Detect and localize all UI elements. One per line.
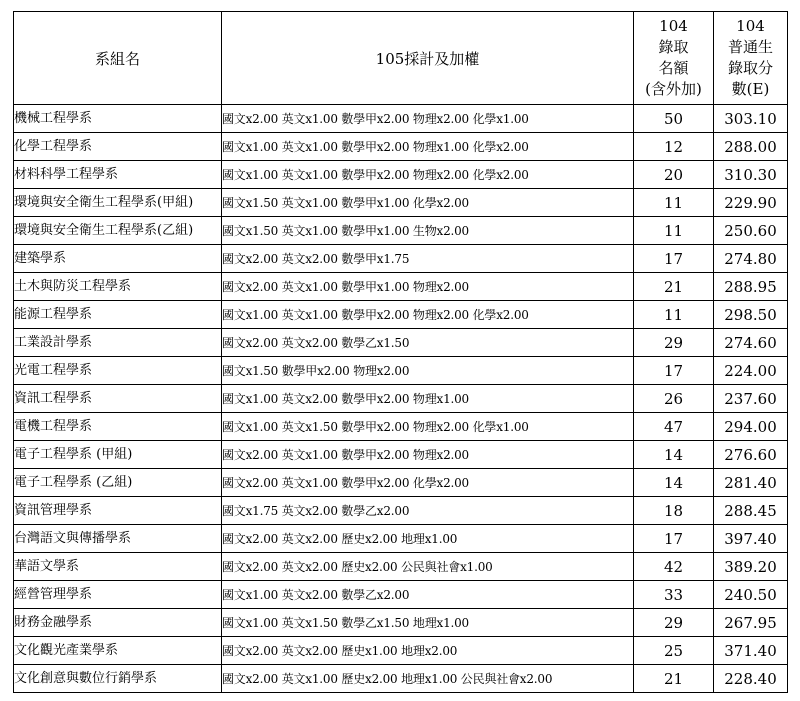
quota-value: 25 [634, 637, 714, 665]
table-row [14, 609, 788, 637]
weighting-formula: 國文x1.00 英文x1.00 數學甲x2.00 物理x2.00 化學x2.00 [222, 161, 634, 189]
header-formula: 105採計及加權 [222, 12, 634, 105]
department-name: 能源工程學系 [14, 301, 222, 329]
department-name: 文化觀光產業學系 [14, 637, 222, 665]
weighting-formula: 國文x2.00 英文x2.00 數學乙x1.50 [222, 329, 634, 357]
quota-value: 42 [634, 553, 714, 581]
weighting-formula: 國文x1.00 英文x2.00 數學甲x2.00 物理x1.00 [222, 385, 634, 413]
score-value: 397.40 [714, 525, 788, 553]
quota-value: 12 [634, 133, 714, 161]
table-row [14, 525, 788, 553]
quota-value: 29 [634, 329, 714, 357]
weighting-formula: 國文x1.00 英文x1.00 數學甲x2.00 物理x2.00 化學x2.00 [222, 301, 634, 329]
table-row [14, 357, 788, 385]
department-name: 工業設計學系 [14, 329, 222, 357]
weighting-formula: 國文x2.00 英文x1.00 數學甲x2.00 物理x2.00 [222, 441, 634, 469]
quota-value: 50 [634, 105, 714, 133]
quota-value: 18 [634, 497, 714, 525]
weighting-formula: 國文x2.00 英文x1.00 歷史x2.00 地理x1.00 公民與社會x2.00 [222, 665, 634, 693]
department-name: 台灣語文與傳播學系 [14, 525, 222, 553]
weighting-formula: 國文x1.75 英文x2.00 數學乙x2.00 [222, 497, 634, 525]
score-value: 229.90 [714, 189, 788, 217]
header-row [14, 12, 788, 105]
score-value: 288.00 [714, 133, 788, 161]
score-value: 274.80 [714, 245, 788, 273]
weighting-formula: 國文x2.00 英文x2.00 歷史x2.00 地理x1.00 [222, 525, 634, 553]
department-name: 機械工程學系 [14, 105, 222, 133]
weighting-formula: 國文x1.00 英文x1.50 數學乙x1.50 地理x1.00 [222, 609, 634, 637]
table-row [14, 105, 788, 133]
department-name: 材料科學工程學系 [14, 161, 222, 189]
table-body [14, 105, 788, 693]
weighting-formula: 國文x2.00 英文x2.00 數學甲x1.75 [222, 245, 634, 273]
department-name: 建築學系 [14, 245, 222, 273]
header-quota-line: 104 [659, 17, 688, 35]
score-value: 228.40 [714, 665, 788, 693]
table-row [14, 665, 788, 693]
table-row [14, 441, 788, 469]
weighting-formula: 國文x2.00 英文x1.00 數學甲x2.00 物理x2.00 化學x1.00 [222, 105, 634, 133]
quota-value: 33 [634, 581, 714, 609]
quota-value: 21 [634, 273, 714, 301]
table-row [14, 497, 788, 525]
header-score [714, 12, 788, 105]
quota-value: 11 [634, 301, 714, 329]
table-row [14, 217, 788, 245]
score-value: 294.00 [714, 413, 788, 441]
header-score-line: 錄取分 [727, 59, 773, 77]
department-name: 環境與安全衛生工程學系(乙組) [14, 217, 222, 245]
score-value: 237.60 [714, 385, 788, 413]
quota-value: 20 [634, 161, 714, 189]
table-row [14, 133, 788, 161]
score-value: 224.00 [714, 357, 788, 385]
score-value: 389.20 [714, 553, 788, 581]
score-value: 371.40 [714, 637, 788, 665]
quota-value: 11 [634, 217, 714, 245]
weighting-formula: 國文x1.50 英文x1.00 數學甲x1.00 生物x2.00 [222, 217, 634, 245]
header-score-line: 數(E) [731, 80, 770, 98]
table-row [14, 385, 788, 413]
department-name: 財務金融學系 [14, 609, 222, 637]
weighting-formula: 國文x2.00 英文x1.00 數學甲x1.00 物理x2.00 [222, 273, 634, 301]
quota-value: 21 [634, 665, 714, 693]
weighting-formula: 國文x2.00 英文x2.00 歷史x2.00 公民與社會x1.00 [222, 553, 634, 581]
department-name: 資訊管理學系 [14, 497, 222, 525]
score-value: 281.40 [714, 469, 788, 497]
weighting-formula: 國文x1.00 英文x1.00 數學甲x2.00 物理x1.00 化學x2.00 [222, 133, 634, 161]
department-name: 電子工程學系 (甲組) [14, 441, 222, 469]
header-quota [634, 12, 714, 105]
score-value: 276.60 [714, 441, 788, 469]
score-value: 288.45 [714, 497, 788, 525]
table-row [14, 245, 788, 273]
score-value: 298.50 [714, 301, 788, 329]
weighting-formula: 國文x1.00 英文x2.00 數學乙x2.00 [222, 581, 634, 609]
header-quota-line: 錄取 [658, 38, 689, 56]
table-row [14, 329, 788, 357]
department-name: 光電工程學系 [14, 357, 222, 385]
quota-value: 14 [634, 441, 714, 469]
score-value: 267.95 [714, 609, 788, 637]
quota-value: 11 [634, 189, 714, 217]
score-value: 288.95 [714, 273, 788, 301]
quota-value: 14 [634, 469, 714, 497]
header-score-line: 普通生 [727, 38, 773, 56]
header-department: 系組名 [14, 12, 222, 105]
department-name: 文化創意與數位行銷學系 [14, 665, 222, 693]
admission-table [13, 11, 788, 693]
score-value: 274.60 [714, 329, 788, 357]
table-row [14, 413, 788, 441]
department-name: 環境與安全衛生工程學系(甲組) [14, 189, 222, 217]
header-score-line: 104 [736, 17, 765, 35]
weighting-formula: 國文x2.00 英文x1.00 數學甲x2.00 化學x2.00 [222, 469, 634, 497]
quota-value: 17 [634, 245, 714, 273]
department-name: 電機工程學系 [14, 413, 222, 441]
weighting-formula: 國文x1.50 數學甲x2.00 物理x2.00 [222, 357, 634, 385]
quota-value: 26 [634, 385, 714, 413]
header-quota-line: 名額 [658, 59, 689, 77]
table-row [14, 637, 788, 665]
score-value: 240.50 [714, 581, 788, 609]
header-quota-line: (含外加) [645, 80, 702, 98]
score-value: 250.60 [714, 217, 788, 245]
department-name: 電子工程學系 (乙組) [14, 469, 222, 497]
department-name: 化學工程學系 [14, 133, 222, 161]
department-name: 經營管理學系 [14, 581, 222, 609]
table-row [14, 189, 788, 217]
department-name: 土木與防災工程學系 [14, 273, 222, 301]
quota-value: 17 [634, 357, 714, 385]
table-row [14, 161, 788, 189]
score-value: 310.30 [714, 161, 788, 189]
weighting-formula: 國文x1.50 英文x1.00 數學甲x1.00 化學x2.00 [222, 189, 634, 217]
quota-value: 47 [634, 413, 714, 441]
table-row [14, 301, 788, 329]
table-row [14, 553, 788, 581]
table-row [14, 581, 788, 609]
weighting-formula: 國文x2.00 英文x2.00 歷史x1.00 地理x2.00 [222, 637, 634, 665]
table-row [14, 469, 788, 497]
quota-value: 17 [634, 525, 714, 553]
department-name: 華語文學系 [14, 553, 222, 581]
quota-value: 29 [634, 609, 714, 637]
table-row [14, 273, 788, 301]
score-value: 303.10 [714, 105, 788, 133]
weighting-formula: 國文x1.00 英文x1.50 數學甲x2.00 物理x2.00 化學x1.00 [222, 413, 634, 441]
department-name: 資訊工程學系 [14, 385, 222, 413]
